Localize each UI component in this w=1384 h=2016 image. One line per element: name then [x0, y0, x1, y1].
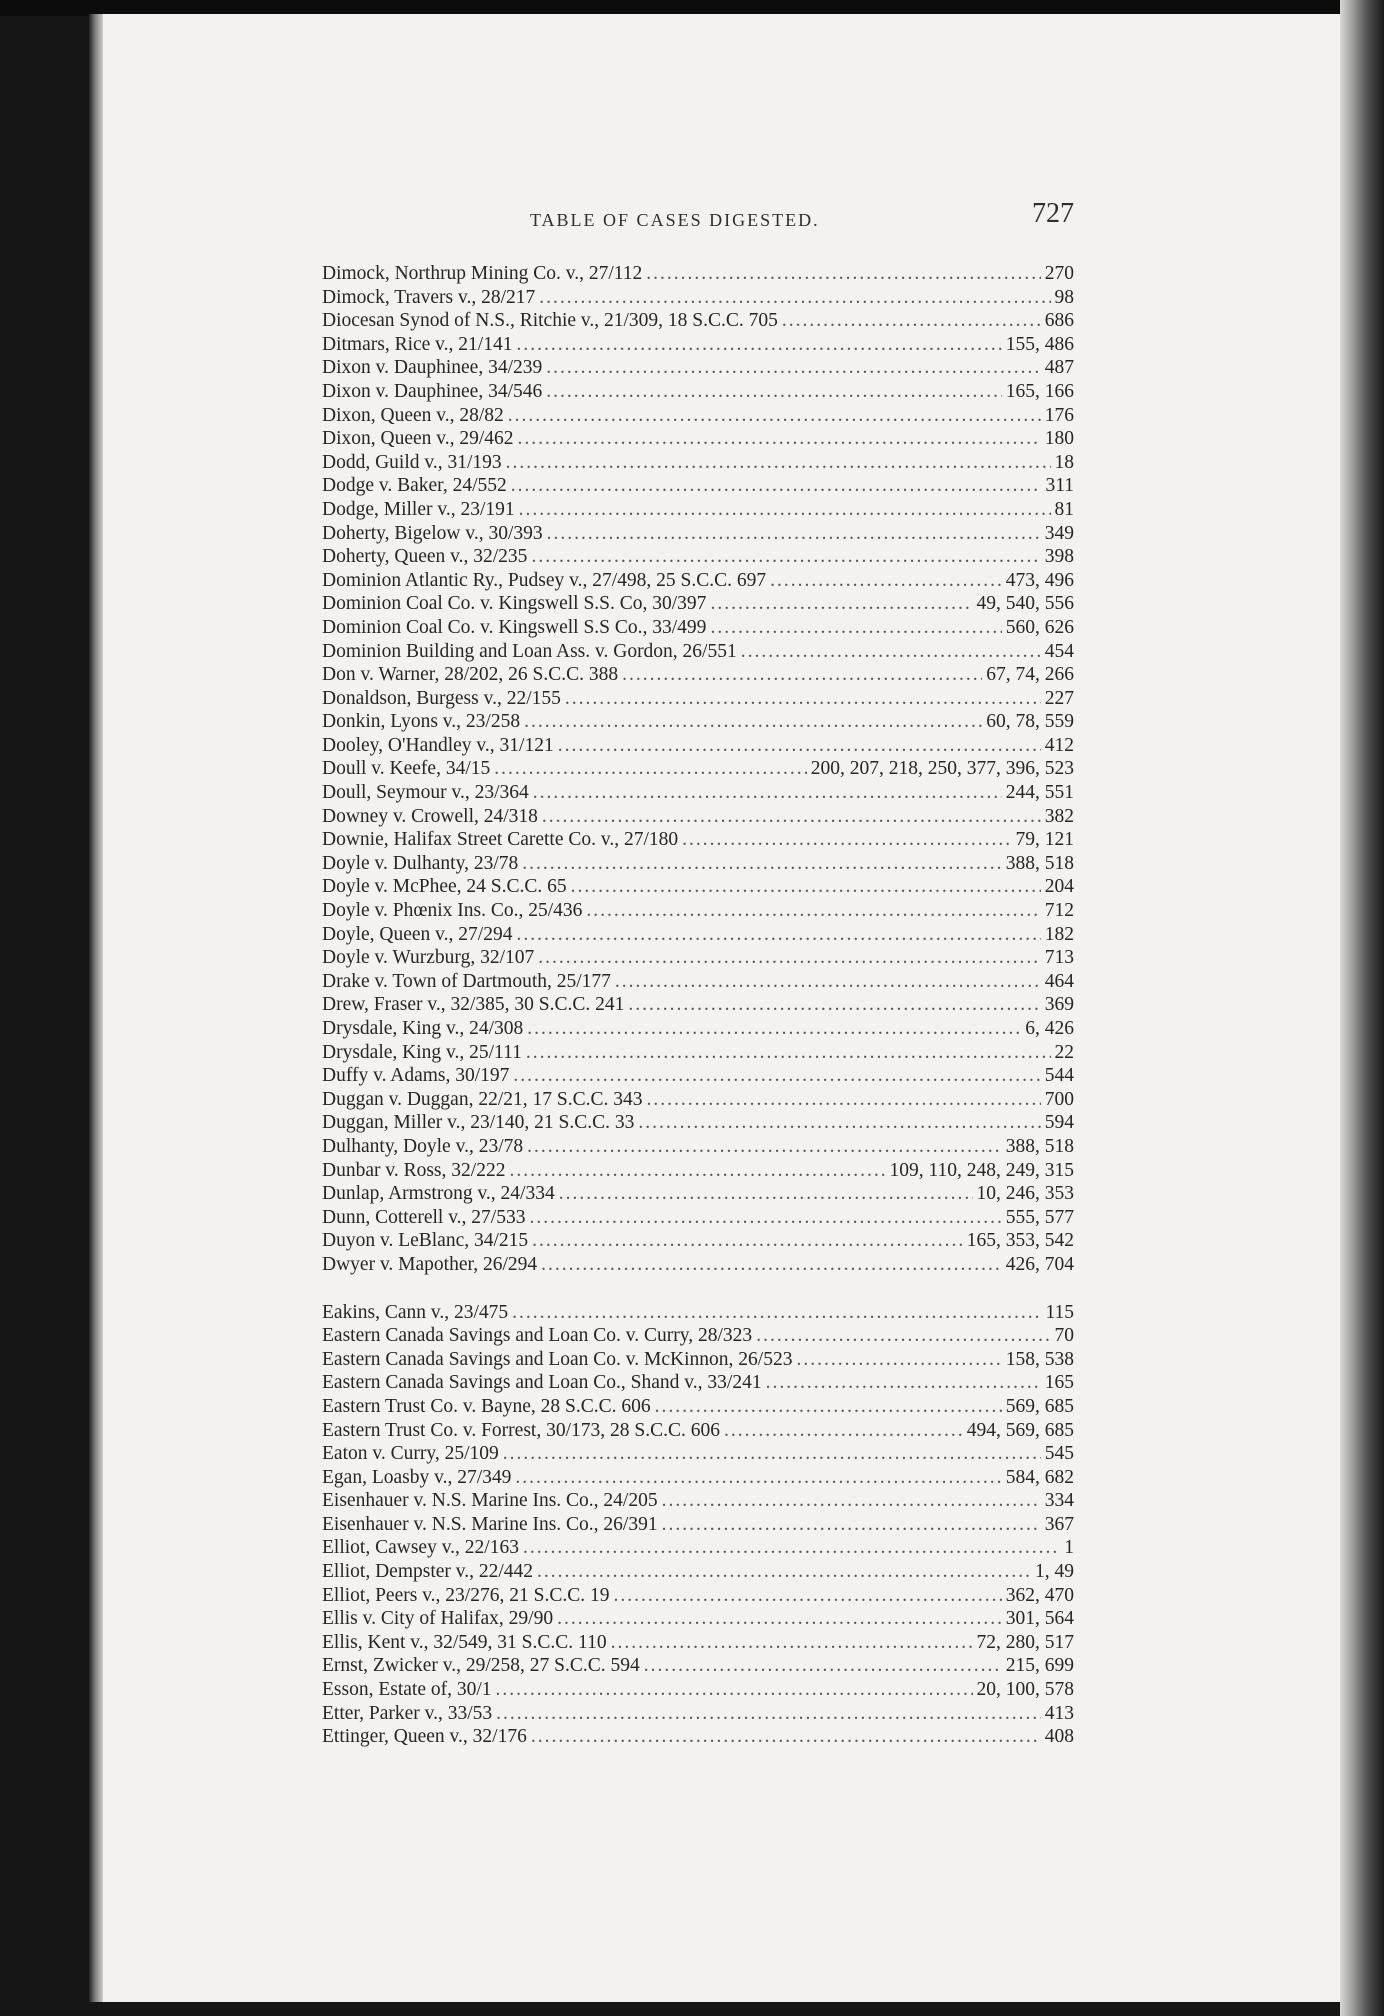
case-entry: [322, 616, 1074, 640]
running-title: TABLE OF CASES DIGESTED.: [530, 210, 820, 230]
case-pages: 408: [1044, 1726, 1074, 1748]
case-pages: 473, 496: [1005, 569, 1074, 591]
case-entry: [322, 1560, 1074, 1584]
case-name: Donkin, Lyons v., 23/258: [322, 711, 521, 733]
case-pages: 713: [1044, 947, 1074, 969]
case-entry: [322, 1631, 1074, 1655]
case-name: Dodge v. Baker, 24/552: [322, 475, 507, 497]
dot-leader: [546, 380, 1002, 404]
case-entry: [322, 1419, 1074, 1443]
dot-leader: [662, 1489, 1041, 1513]
dot-leader: [531, 1725, 1041, 1749]
case-entry: [322, 427, 1074, 451]
case-entry: [322, 1088, 1074, 1112]
dot-leader: [782, 309, 1041, 333]
case-pages: 98: [1054, 286, 1074, 308]
case-entry: [322, 451, 1074, 475]
case-entry: [322, 663, 1074, 687]
case-pages: 334: [1044, 1490, 1074, 1512]
case-pages: 494, 569, 685: [966, 1419, 1074, 1441]
dot-leader: [509, 1159, 885, 1183]
case-pages: 176: [1044, 404, 1074, 426]
case-pages: 227: [1044, 687, 1074, 709]
dot-leader: [646, 262, 1040, 286]
case-pages: 165, 166: [1005, 380, 1074, 402]
case-name: Doyle v. McPhee, 24 S.C.C. 65: [322, 876, 567, 898]
case-pages: 388, 518: [1005, 1135, 1074, 1157]
case-pages: 544: [1044, 1065, 1074, 1087]
case-name: Downie, Halifax Street Carette Co. v., 27/180: [322, 829, 679, 851]
case-name: Eakins, Cann v., 23/475: [322, 1301, 509, 1323]
case-name: Downey v. Crowell, 24/318: [322, 805, 538, 827]
case-pages: 413: [1044, 1702, 1074, 1724]
case-name: Doyle v. Phœnix Ins. Co., 25/436: [322, 900, 583, 922]
case-pages: 426, 704: [1005, 1253, 1074, 1275]
case-pages: 454: [1044, 640, 1074, 662]
case-name: Dodd, Guild v., 31/193: [322, 451, 502, 473]
case-entry: [322, 1513, 1074, 1537]
case-entry: [322, 1371, 1074, 1395]
case-entry: [322, 498, 1074, 522]
dot-leader: [557, 1607, 1002, 1631]
case-name: Dooley, O'Handley v., 31/121: [322, 734, 554, 756]
case-pages: 398: [1044, 546, 1074, 568]
case-entry: [322, 687, 1074, 711]
dot-leader: [766, 1371, 1041, 1395]
case-entry: [322, 356, 1074, 380]
dot-leader: [539, 286, 1050, 310]
case-name: Egan, Loasby v., 27/349: [322, 1466, 512, 1488]
case-name: Dunbar v. Ross, 32/222: [322, 1159, 506, 1181]
case-entry: [322, 1182, 1074, 1206]
case-name: Eastern Canada Savings and Loan Co., Shand v., 33/241: [322, 1372, 762, 1394]
case-entry: [322, 1607, 1074, 1631]
case-name: Elliot, Dempster v., 22/442: [322, 1561, 534, 1583]
case-pages: 555, 577: [1005, 1206, 1074, 1228]
case-entry: [322, 474, 1074, 498]
case-entry: [322, 1466, 1074, 1490]
case-name: Dimock, Travers v., 28/217: [322, 286, 536, 308]
case-pages: 311: [1045, 475, 1074, 497]
case-entry: [322, 781, 1074, 805]
case-pages: 10, 246, 353: [976, 1183, 1074, 1205]
case-pages: 155, 486: [1005, 333, 1074, 355]
case-pages: 712: [1044, 900, 1074, 922]
case-name: Dwyer v. Mapother, 26/294: [322, 1253, 538, 1275]
case-name: Dunlap, Armstrong v., 24/334: [322, 1183, 555, 1205]
case-name: Elliot, Cawsey v., 22/163: [322, 1537, 519, 1559]
case-name: Doherty, Bigelow v., 30/393: [322, 522, 543, 544]
case-name: Diocesan Synod of N.S., Ritchie v., 21/309, 18 S.C.C. 705: [322, 310, 778, 332]
case-entry: [322, 1678, 1074, 1702]
case-entry: [322, 1253, 1074, 1277]
dot-leader: [518, 427, 1041, 451]
dot-leader: [522, 852, 1002, 876]
dot-leader: [615, 970, 1041, 994]
case-pages: 487: [1044, 357, 1074, 379]
case-entry: [322, 970, 1074, 994]
case-entry: [322, 380, 1074, 404]
case-entry: [322, 852, 1074, 876]
case-pages: 165, 353, 542: [966, 1230, 1074, 1252]
case-pages: 79, 121: [1015, 829, 1074, 851]
case-entry: [322, 404, 1074, 428]
case-pages: 158, 538: [1005, 1348, 1074, 1370]
case-pages: 362, 470: [1005, 1584, 1074, 1606]
dot-leader: [511, 474, 1042, 498]
case-name: Duggan, Miller v., 23/140, 21 S.C.C. 33: [322, 1112, 635, 1134]
dot-leader: [527, 1135, 1002, 1159]
dot-leader: [516, 923, 1040, 947]
case-entry: [322, 1135, 1074, 1159]
case-pages: 464: [1044, 970, 1074, 992]
case-entry: [322, 1348, 1074, 1372]
case-pages: 369: [1044, 994, 1074, 1016]
case-entry: [322, 1324, 1074, 1348]
case-name: Dixon, Queen v., 28/82: [322, 404, 504, 426]
case-entry: [322, 828, 1074, 852]
case-pages: 1: [1064, 1537, 1074, 1559]
case-name: Eastern Trust Co. v. Bayne, 28 S.C.C. 606: [322, 1395, 651, 1417]
dot-leader: [622, 663, 982, 687]
case-entry: [322, 309, 1074, 333]
case-pages: 388, 518: [1005, 852, 1074, 874]
dot-leader: [542, 805, 1041, 829]
case-entry: [322, 875, 1074, 899]
dot-leader: [741, 640, 1041, 664]
dot-leader: [638, 1111, 1040, 1135]
dot-leader: [537, 1560, 1031, 1584]
case-name: Dixon v. Dauphinee, 34/546: [322, 380, 543, 402]
case-name: Duffy v. Adams, 30/197: [322, 1065, 510, 1087]
case-pages: 412: [1044, 734, 1074, 756]
dot-leader: [646, 1088, 1040, 1112]
case-entry: [322, 923, 1074, 947]
dot-leader: [532, 1229, 963, 1253]
table-of-cases: [322, 262, 1074, 1749]
case-entry: [322, 993, 1074, 1017]
dot-leader: [586, 899, 1040, 923]
section-gap: [322, 1277, 1074, 1301]
dot-leader: [496, 1702, 1041, 1726]
case-name: Doull, Seymour v., 23/364: [322, 782, 529, 804]
dot-leader: [559, 1182, 973, 1206]
dot-leader: [682, 828, 1011, 852]
case-pages: 165: [1044, 1372, 1074, 1394]
case-name: Donaldson, Burgess v., 22/155: [322, 687, 561, 709]
case-pages: 560, 626: [1005, 616, 1074, 638]
case-entry: [322, 1489, 1074, 1513]
dot-leader: [547, 522, 1041, 546]
case-name: Doyle v. Wurzburg, 32/107: [322, 947, 535, 969]
dot-leader: [529, 1206, 1001, 1230]
case-entry: [322, 1064, 1074, 1088]
case-pages: 180: [1044, 428, 1074, 450]
dot-leader: [508, 404, 1041, 428]
dot-leader: [541, 1253, 1002, 1277]
case-pages: 569, 685: [1005, 1395, 1074, 1417]
dot-leader: [506, 451, 1051, 475]
case-pages: 204: [1044, 876, 1074, 898]
case-entry: [322, 1654, 1074, 1678]
dot-leader: [538, 946, 1041, 970]
case-entry: [322, 1442, 1074, 1466]
dot-leader: [770, 569, 1002, 593]
case-name: Eastern Canada Savings and Loan Co. v. Curry, 28/323: [322, 1325, 753, 1347]
case-entry: [322, 545, 1074, 569]
book-gutter: [89, 14, 103, 2002]
case-entry: [322, 946, 1074, 970]
case-name: Eaton v. Curry, 25/109: [322, 1443, 499, 1465]
case-entry: [322, 522, 1074, 546]
dot-leader: [558, 734, 1041, 758]
case-name: Dominion Coal Co. v. Kingswell S.S Co., 33/499: [322, 616, 707, 638]
case-name: Dominion Atlantic Ry., Pudsey v., 27/498, 25 S.C.C. 697: [322, 569, 767, 591]
dot-leader: [710, 592, 972, 616]
case-pages: 545: [1044, 1443, 1074, 1465]
dot-leader: [524, 710, 982, 734]
case-name: Dodge, Miller v., 23/191: [322, 498, 515, 520]
case-entry: [322, 569, 1074, 593]
case-name: Eastern Canada Savings and Loan Co. v. McKinnon, 26/523: [322, 1348, 793, 1370]
case-pages: 244, 551: [1005, 782, 1074, 804]
case-entry: [322, 262, 1074, 286]
dot-leader: [515, 1466, 1001, 1490]
case-name: Ditmars, Rice v., 21/141: [322, 333, 513, 355]
case-entry: [322, 1229, 1074, 1253]
case-name: Dulhanty, Doyle v., 23/78: [322, 1135, 524, 1157]
case-pages: 270: [1044, 263, 1074, 284]
case-pages: 20, 100, 578: [976, 1679, 1074, 1701]
case-entry: [322, 1536, 1074, 1560]
case-entry: [322, 710, 1074, 734]
case-name: Elliot, Peers v., 23/276, 21 S.C.C. 19: [322, 1584, 610, 1606]
case-pages: 70: [1054, 1325, 1074, 1347]
dot-leader: [503, 1442, 1041, 1466]
dot-leader: [628, 993, 1040, 1017]
case-name: Ellis, Kent v., 32/549, 31 S.C.C. 110: [322, 1631, 607, 1653]
case-name: Doyle, Queen v., 27/294: [322, 923, 513, 945]
case-pages: 22: [1054, 1041, 1074, 1063]
case-pages: 686: [1044, 310, 1074, 332]
case-entry: [322, 1725, 1074, 1749]
dot-leader: [494, 757, 807, 781]
case-name: Dimock, Northrup Mining Co. v., 27/112: [322, 263, 643, 284]
case-entry: [322, 805, 1074, 829]
case-name: Eisenhauer v. N.S. Marine Ins. Co., 24/205: [322, 1490, 658, 1512]
case-pages: 215, 699: [1005, 1655, 1074, 1677]
page-edge: [1340, 0, 1384, 2016]
page-number: 727: [1032, 198, 1074, 229]
case-entry: [322, 1584, 1074, 1608]
dot-leader: [546, 356, 1041, 380]
dot-leader: [565, 687, 1041, 711]
case-entry: [322, 333, 1074, 357]
case-pages: 109, 110, 248, 249, 315: [889, 1159, 1074, 1181]
case-pages: 200, 207, 218, 250, 377, 396, 523: [810, 758, 1074, 780]
case-name: Don v. Warner, 28/202, 26 S.C.C. 388: [322, 664, 619, 686]
dot-leader: [796, 1348, 1001, 1372]
case-name: Doyle v. Dulhanty, 23/78: [322, 852, 519, 874]
case-pages: 1, 49: [1035, 1561, 1074, 1583]
case-name: Dunn, Cotterell v., 27/533: [322, 1206, 526, 1228]
case-entry: [322, 1395, 1074, 1419]
case-name: Dixon v. Dauphinee, 34/239: [322, 357, 543, 379]
running-header: [322, 198, 1074, 238]
case-pages: 700: [1044, 1088, 1074, 1110]
dot-leader: [526, 1041, 1051, 1065]
case-pages: 18: [1054, 451, 1074, 473]
case-pages: 6, 426: [1025, 1018, 1074, 1039]
case-pages: 67, 74, 266: [986, 664, 1074, 686]
dot-leader: [756, 1324, 1050, 1348]
case-entry: [322, 899, 1074, 923]
case-pages: 81: [1054, 498, 1074, 520]
case-pages: 382: [1044, 805, 1074, 827]
case-entry: [322, 757, 1074, 781]
case-name: Ellis v. City of Halifax, 29/90: [322, 1608, 554, 1630]
case-entry: [322, 1041, 1074, 1065]
case-pages: 60, 78, 559: [986, 711, 1074, 733]
case-name: Doull v. Keefe, 34/15: [322, 758, 491, 780]
dot-leader: [533, 781, 1002, 805]
dot-leader: [662, 1513, 1041, 1537]
case-name: Eastern Trust Co. v. Forrest, 30/173, 28 S.C.C. 606: [322, 1419, 720, 1441]
case-entry: [322, 1159, 1074, 1183]
case-pages: 49, 540, 556: [976, 593, 1074, 615]
dot-leader: [571, 875, 1041, 899]
dot-leader: [644, 1654, 1002, 1678]
case-name: Eisenhauer v. N.S. Marine Ins. Co., 26/391: [322, 1513, 658, 1535]
case-entry: [322, 734, 1074, 758]
dot-leader: [724, 1419, 963, 1443]
case-name: Doherty, Queen v., 32/235: [322, 546, 528, 568]
dot-leader: [710, 616, 1001, 640]
case-name: Esson, Estate of, 30/1: [322, 1679, 492, 1701]
case-pages: 594: [1044, 1112, 1074, 1134]
dot-leader: [613, 1584, 1001, 1608]
case-pages: 72, 280, 517: [976, 1631, 1074, 1653]
case-name: Dominion Building and Loan Ass. v. Gordon, 26/551: [322, 640, 737, 662]
case-name: Dixon, Queen v., 29/462: [322, 428, 514, 450]
dot-leader: [512, 1301, 1041, 1325]
case-entry: [322, 1111, 1074, 1135]
case-name: Ernst, Zwicker v., 29/258, 27 S.C.C. 594: [322, 1655, 640, 1677]
case-entry: [322, 1206, 1074, 1230]
case-entry: [322, 1702, 1074, 1726]
dot-leader: [531, 545, 1040, 569]
case-pages: 584, 682: [1005, 1466, 1074, 1488]
dot-leader: [611, 1631, 973, 1655]
dot-leader: [516, 333, 1001, 357]
case-name: Duyon v. LeBlanc, 34/215: [322, 1230, 529, 1252]
case-name: Drysdale, King v., 24/308: [322, 1018, 524, 1039]
section-e-entries: [322, 1301, 1074, 1749]
dot-leader: [655, 1395, 1002, 1419]
case-entry: [322, 1301, 1074, 1325]
dot-leader: [519, 498, 1051, 522]
dot-leader: [496, 1678, 973, 1702]
case-entry: [322, 640, 1074, 664]
case-name: Dominion Coal Co. v. Kingswell S.S. Co, 30/397: [322, 593, 707, 615]
case-name: Etter, Parker v., 33/53: [322, 1702, 493, 1724]
case-name: Drake v. Town of Dartmouth, 25/177: [322, 970, 611, 992]
case-pages: 349: [1044, 522, 1074, 544]
dot-leader: [523, 1536, 1060, 1560]
dot-leader: [527, 1017, 1021, 1041]
case-name: Ettinger, Queen v., 32/176: [322, 1726, 527, 1748]
case-entry: [322, 592, 1074, 616]
case-pages: 115: [1045, 1301, 1074, 1323]
case-name: Drysdale, King v., 25/111: [322, 1041, 522, 1063]
case-pages: 182: [1044, 923, 1074, 945]
case-entry: [322, 286, 1074, 310]
case-pages: 301, 564: [1005, 1608, 1074, 1630]
dot-leader: [513, 1064, 1040, 1088]
case-name: Duggan v. Duggan, 22/21, 17 S.C.C. 343: [322, 1088, 643, 1110]
case-name: Drew, Fraser v., 32/385, 30 S.C.C. 241: [322, 994, 625, 1016]
case-entry: [322, 1017, 1074, 1041]
section-d-entries: [322, 262, 1074, 1277]
case-pages: 367: [1044, 1513, 1074, 1535]
